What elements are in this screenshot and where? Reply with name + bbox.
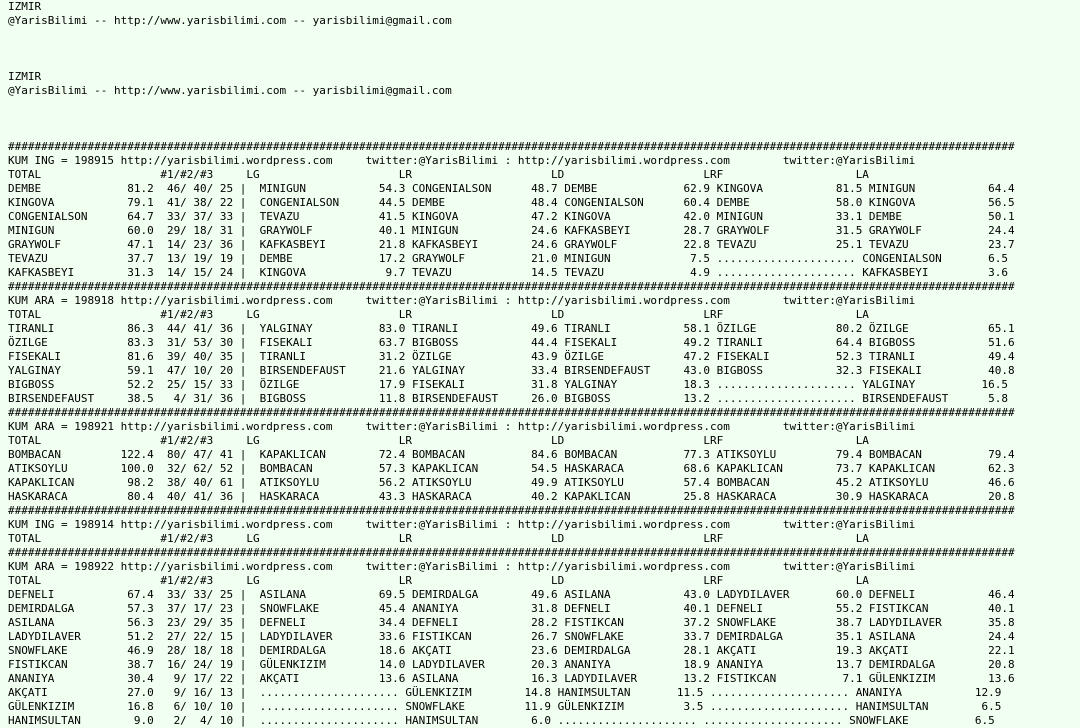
result-row: ATIKSOYLU 100.0 32/ 62/ 52 | BOMBACAN 57.3 KAPAKLICAN 54.5 HASKARACA 68.6 KAPAKLICAN 73.7 KAPAKLICAN 62.3 bbox=[8, 462, 1015, 475]
result-row: CONGENIALSON 64.7 33/ 37/ 33 | TEVAZU 41.5 KINGOVA 47.2 KINGOVA 42.0 MINIGUN 33.1 DEMBE 50.1 bbox=[8, 210, 1015, 223]
race-title: KUM ARA = 198922 http://yarisbilimi.wordpress.com twitter:@YarisBilimi : http://yarisbilimi.wordpress.com twitter:@YarisBilimi bbox=[8, 560, 916, 573]
column-header: TOTAL #1/#2/#3 LG LR LD LRF LA bbox=[8, 574, 869, 587]
result-row: ASILANA 56.3 23/ 29/ 35 | DEFNELI 34.4 DEFNELI 28.2 FISTIKCAN 37.2 SNOWFLAKE 38.7 LADYDILAVER 35.8 bbox=[8, 616, 1015, 629]
result-row: BOMBACAN 122.4 80/ 47/ 41 | KAPAKLICAN 72.4 BOMBACAN 84.6 BOMBACAN 77.3 ATIKSOYLU 79.4 BOMBACAN 79.4 bbox=[8, 448, 1015, 461]
race-title: KUM ARA = 198921 http://yarisbilimi.wordpress.com twitter:@YarisBilimi : http://yarisbilimi.wordpress.com twitter:@YarisBilimi bbox=[8, 420, 916, 433]
result-row: ÖZILGE 83.3 31/ 53/ 30 | FISEKALI 63.7 BIGBOSS 44.4 FISEKALI 49.2 TIRANLI 64.4 BIGBOSS 51.6 bbox=[8, 336, 1015, 349]
separator-line: ######################################################################################################################################################## bbox=[8, 504, 1015, 517]
column-header: TOTAL #1/#2/#3 LG LR LD LRF LA bbox=[8, 434, 869, 447]
result-row: AKÇATI 27.0 9/ 16/ 13 | ..................... GÜLENKIZIM 14.8 HANIMSULTAN 11.5 ..................... ANANIYA 12.9 bbox=[8, 686, 1002, 699]
result-row: TIRANLI 86.3 44/ 41/ 36 | YALGINAY 83.0 TIRANLI 49.6 TIRANLI 58.1 ÖZILGE 80.2 ÖZILGE 65.1 bbox=[8, 322, 1015, 335]
separator-line: ######################################################################################################################################################## bbox=[8, 406, 1015, 419]
result-row: KAPAKLICAN 98.2 38/ 40/ 61 | ATIKSOYLU 56.2 ATIKSOYLU 49.9 ATIKSOYLU 57.4 BOMBACAN 45.2 ATIKSOYLU 46.6 bbox=[8, 476, 1015, 489]
result-row: YALGINAY 59.1 47/ 10/ 20 | BIRSENDEFAUST 21.6 YALGINAY 33.4 BIRSENDEFAUST 43.0 BIGBOSS 32.3 FISEKALI 40.8 bbox=[8, 364, 1015, 377]
contact-line: @YarisBilimi -- http://www.yarisbilimi.com -- yarisbilimi@gmail.com bbox=[8, 84, 452, 97]
column-header: TOTAL #1/#2/#3 LG LR LD LRF LA bbox=[8, 532, 869, 545]
result-row: GÜLENKIZIM 16.8 6/ 10/ 10 | ..................... SNOWFLAKE 11.9 GÜLENKIZIM 3.5 ..................... HANIMSULTAN 6.5 bbox=[8, 700, 1002, 713]
result-row: GRAYWOLF 47.1 14/ 23/ 36 | KAFKASBEYI 21.8 KAFKASBEYI 24.6 GRAYWOLF 22.8 TEVAZU 25.1 TEVAZU 23.7 bbox=[8, 238, 1015, 251]
result-row: SNOWFLAKE 46.9 28/ 18/ 18 | DEMIRDALGA 18.6 AKÇATI 23.6 DEMIRDALGA 28.1 AKÇATI 19.3 AKÇATI 22.1 bbox=[8, 644, 1015, 657]
race-title: KUM ING = 198914 http://yarisbilimi.wordpress.com twitter:@YarisBilimi : http://yarisbilimi.wordpress.com twitter:@YarisBilimi bbox=[8, 518, 916, 531]
result-row: KINGOVA 79.1 41/ 38/ 22 | CONGENIALSON 44.5 DEMBE 48.4 CONGENIALSON 60.4 DEMBE 58.0 KINGOVA 56.5 bbox=[8, 196, 1015, 209]
result-row: TEVAZU 37.7 13/ 19/ 19 | DEMBE 17.2 GRAYWOLF 21.0 MINIGUN 7.5 ..................... CONGENIALSON 6.5 bbox=[8, 252, 1009, 265]
separator-line: ######################################################################################################################################################## bbox=[8, 280, 1015, 293]
separator-line: ######################################################################################################################################################## bbox=[8, 546, 1015, 559]
column-header: TOTAL #1/#2/#3 LG LR LD LRF LA bbox=[8, 168, 869, 181]
race-title: KUM ING = 198915 http://yarisbilimi.wordpress.com twitter:@YarisBilimi : http://yarisbilimi.wordpress.com twitter:@YarisBilimi bbox=[8, 154, 916, 167]
result-row: KAFKASBEYI 31.3 14/ 15/ 24 | KINGOVA 9.7 TEVAZU 14.5 TEVAZU 4.9 ..................... KAFKASBEYI 3.6 bbox=[8, 266, 1009, 279]
result-row: ANANIYA 30.4 9/ 17/ 22 | AKÇATI 13.6 ASILANA 16.3 LADYDILAVER 13.2 FISTIKCAN 7.1 GÜLENKIZIM 13.6 bbox=[8, 672, 1015, 685]
race-title: KUM ARA = 198918 http://yarisbilimi.wordpress.com twitter:@YarisBilimi : http://yarisbilimi.wordpress.com twitter:@YarisBilimi bbox=[8, 294, 916, 307]
column-header: TOTAL #1/#2/#3 LG LR LD LRF LA bbox=[8, 308, 869, 321]
result-row: LADYDILAVER 51.2 27/ 22/ 15 | LADYDILAVER 33.6 FISTIKCAN 26.7 SNOWFLAKE 33.7 DEMIRDALGA 35.1 ASILANA 24.4 bbox=[8, 630, 1015, 643]
result-row: HASKARACA 80.4 40/ 41/ 36 | HASKARACA 43.3 HASKARACA 40.2 KAPAKLICAN 25.8 HASKARACA 30.9 HASKARACA 20.8 bbox=[8, 490, 1015, 503]
city-heading: IZMIR bbox=[8, 70, 42, 83]
result-row: BIRSENDEFAUST 38.5 4/ 31/ 36 | BIGBOSS 11.8 BIRSENDEFAUST 26.0 BIGBOSS 13.2 ..................... BIRSENDEFAUST 5.8 bbox=[8, 392, 1009, 405]
result-row: MINIGUN 60.0 29/ 18/ 31 | GRAYWOLF 40.1 MINIGUN 24.6 KAFKASBEYI 28.7 GRAYWOLF 31.5 GRAYWOLF 24.4 bbox=[8, 224, 1015, 237]
separator-line: ######################################################################################################################################################## bbox=[8, 140, 1015, 153]
result-row: FISEKALI 81.6 39/ 40/ 35 | TIRANLI 31.2 ÖZILGE 43.9 ÖZILGE 47.2 FISEKALI 52.3 TIRANLI 49.4 bbox=[8, 350, 1015, 363]
result-row: DEMBE 81.2 46/ 40/ 25 | MINIGUN 54.3 CONGENIALSON 48.7 DEMBE 62.9 KINGOVA 81.5 MINIGUN 64.4 bbox=[8, 182, 1015, 195]
result-row: FISTIKCAN 38.7 16/ 24/ 19 | GÜLENKIZIM 14.0 LADYDILAVER 20.3 ANANIYA 18.9 ANANIYA 13.7 DEMIRDALGA 20.8 bbox=[8, 658, 1015, 671]
result-row: DEFNELI 67.4 33/ 33/ 25 | ASILANA 69.5 DEMIRDALGA 49.6 ASILANA 43.0 LADYDILAVER 60.0 DEFNELI 46.4 bbox=[8, 588, 1015, 601]
result-row: DEMIRDALGA 57.3 37/ 17/ 23 | SNOWFLAKE 45.4 ANANIYA 31.8 DEFNELI 40.1 DEFNELI 55.2 FISTIKCAN 40.1 bbox=[8, 602, 1015, 615]
contact-line: @YarisBilimi -- http://www.yarisbilimi.com -- yarisbilimi@gmail.com bbox=[8, 14, 452, 27]
city-heading: IZMIR bbox=[8, 0, 42, 13]
result-row: HANIMSULTAN 9.0 2/ 4/ 10 | ..................... HANIMSULTAN 6.0 ..................... ..................... SNOWFLAKE 6.5 bbox=[8, 714, 995, 727]
result-row: BIGBOSS 52.2 25/ 15/ 33 | ÖZILGE 17.9 FISEKALI 31.8 YALGINAY 18.3 ..................... YALGINAY 16.5 bbox=[8, 378, 1009, 391]
